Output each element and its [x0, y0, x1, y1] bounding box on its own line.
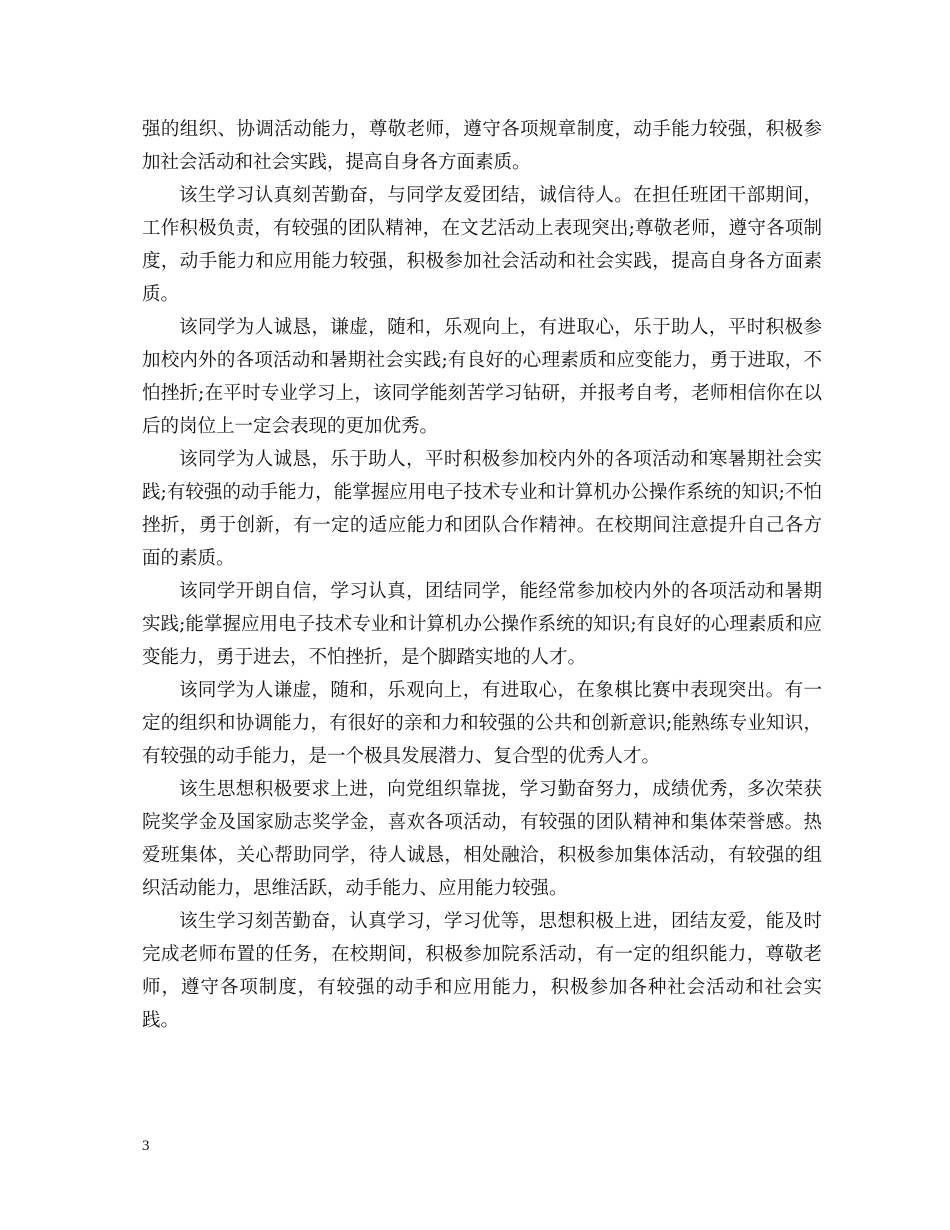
- paragraph-3: 该同学为人诚恳，谦虚，随和，乐观向上，有进取心，乐于助人，平时积极参加校内外的各项活动和暑期社会实践;有良好的心理素质和应变能力，勇于进取，不怕挫折;在平时专业学习上，该同学能刻苦学习钻研，并报考自考，老师相信你在以后的岗位上一定会表现的更加优秀。: [142, 317, 822, 437]
- paragraph-2: 该生学习认真刻苦勤奋，与同学友爱团结，诚信待人。在担任班团干部期间，工作积极负责，有较强的团队精神，在文艺活动上表现突出;尊敬老师，遵守各项制度，动手能力和应用能力较强，积极参加社会活动和社会实践，提高自身各方面素质。: [142, 185, 822, 305]
- paragraph-1: 强的组织、协调活动能力，尊敬老师，遵守各项规章制度，动手能力较强，积极参加社会活动和社会实践，提高自身各方面素质。: [142, 119, 822, 173]
- document-body: [142, 113, 822, 1037]
- paragraph-7: 该生思想积极要求上进，向党组织靠拢，学习勤奋努力，成绩优秀，多次荣获院奖学金及国家励志奖学金，喜欢各项活动，有较强的团队精神和集体荣誉感。热爱班集体，关心帮助同学，待人诚恳，相处融洽，积极参加集体活动，有较强的组织活动能力，思维活跃，动手能力、应用能力较强。: [142, 779, 822, 899]
- page-number: 3: [142, 1138, 150, 1154]
- paragraph-6: 该同学为人谦虚，随和，乐观向上，有进取心，在象棋比赛中表现突出。有一定的组织和协调能力，有很好的亲和力和较强的公共和创新意识;能熟练专业知识，有较强的动手能力，是一个极具发展潜力、复合型的优秀人才。: [142, 680, 822, 767]
- paragraph-8: 该生学习刻苦勤奋，认真学习，学习优等，思想积极上进，团结友爱，能及时完成老师布置的任务，在校期间，积极参加院系活动，有一定的组织能力，尊敬老师，遵守各项制度，有较强的动手和应用能力，积极参加各种社会活动和社会实践。: [142, 911, 822, 1031]
- paragraph-5: 该同学开朗自信，学习认真，团结同学，能经常参加校内外的各项活动和暑期实践;能掌握应用电子技术专业和计算机办公操作系统的知识;有良好的心理素质和应变能力，勇于进去，不怕挫折，是个脚踏实地的人才。: [142, 581, 822, 668]
- paragraph-4: 该同学为人诚恳，乐于助人，平时积极参加校内外的各项活动和寒暑期社会实践;有较强的动手能力，能掌握应用电子技术专业和计算机办公操作系统的知识;不怕挫折，勇于创新，有一定的适应能力和团队合作精神。在校期间注意提升自己各方面的素质。: [142, 449, 822, 569]
